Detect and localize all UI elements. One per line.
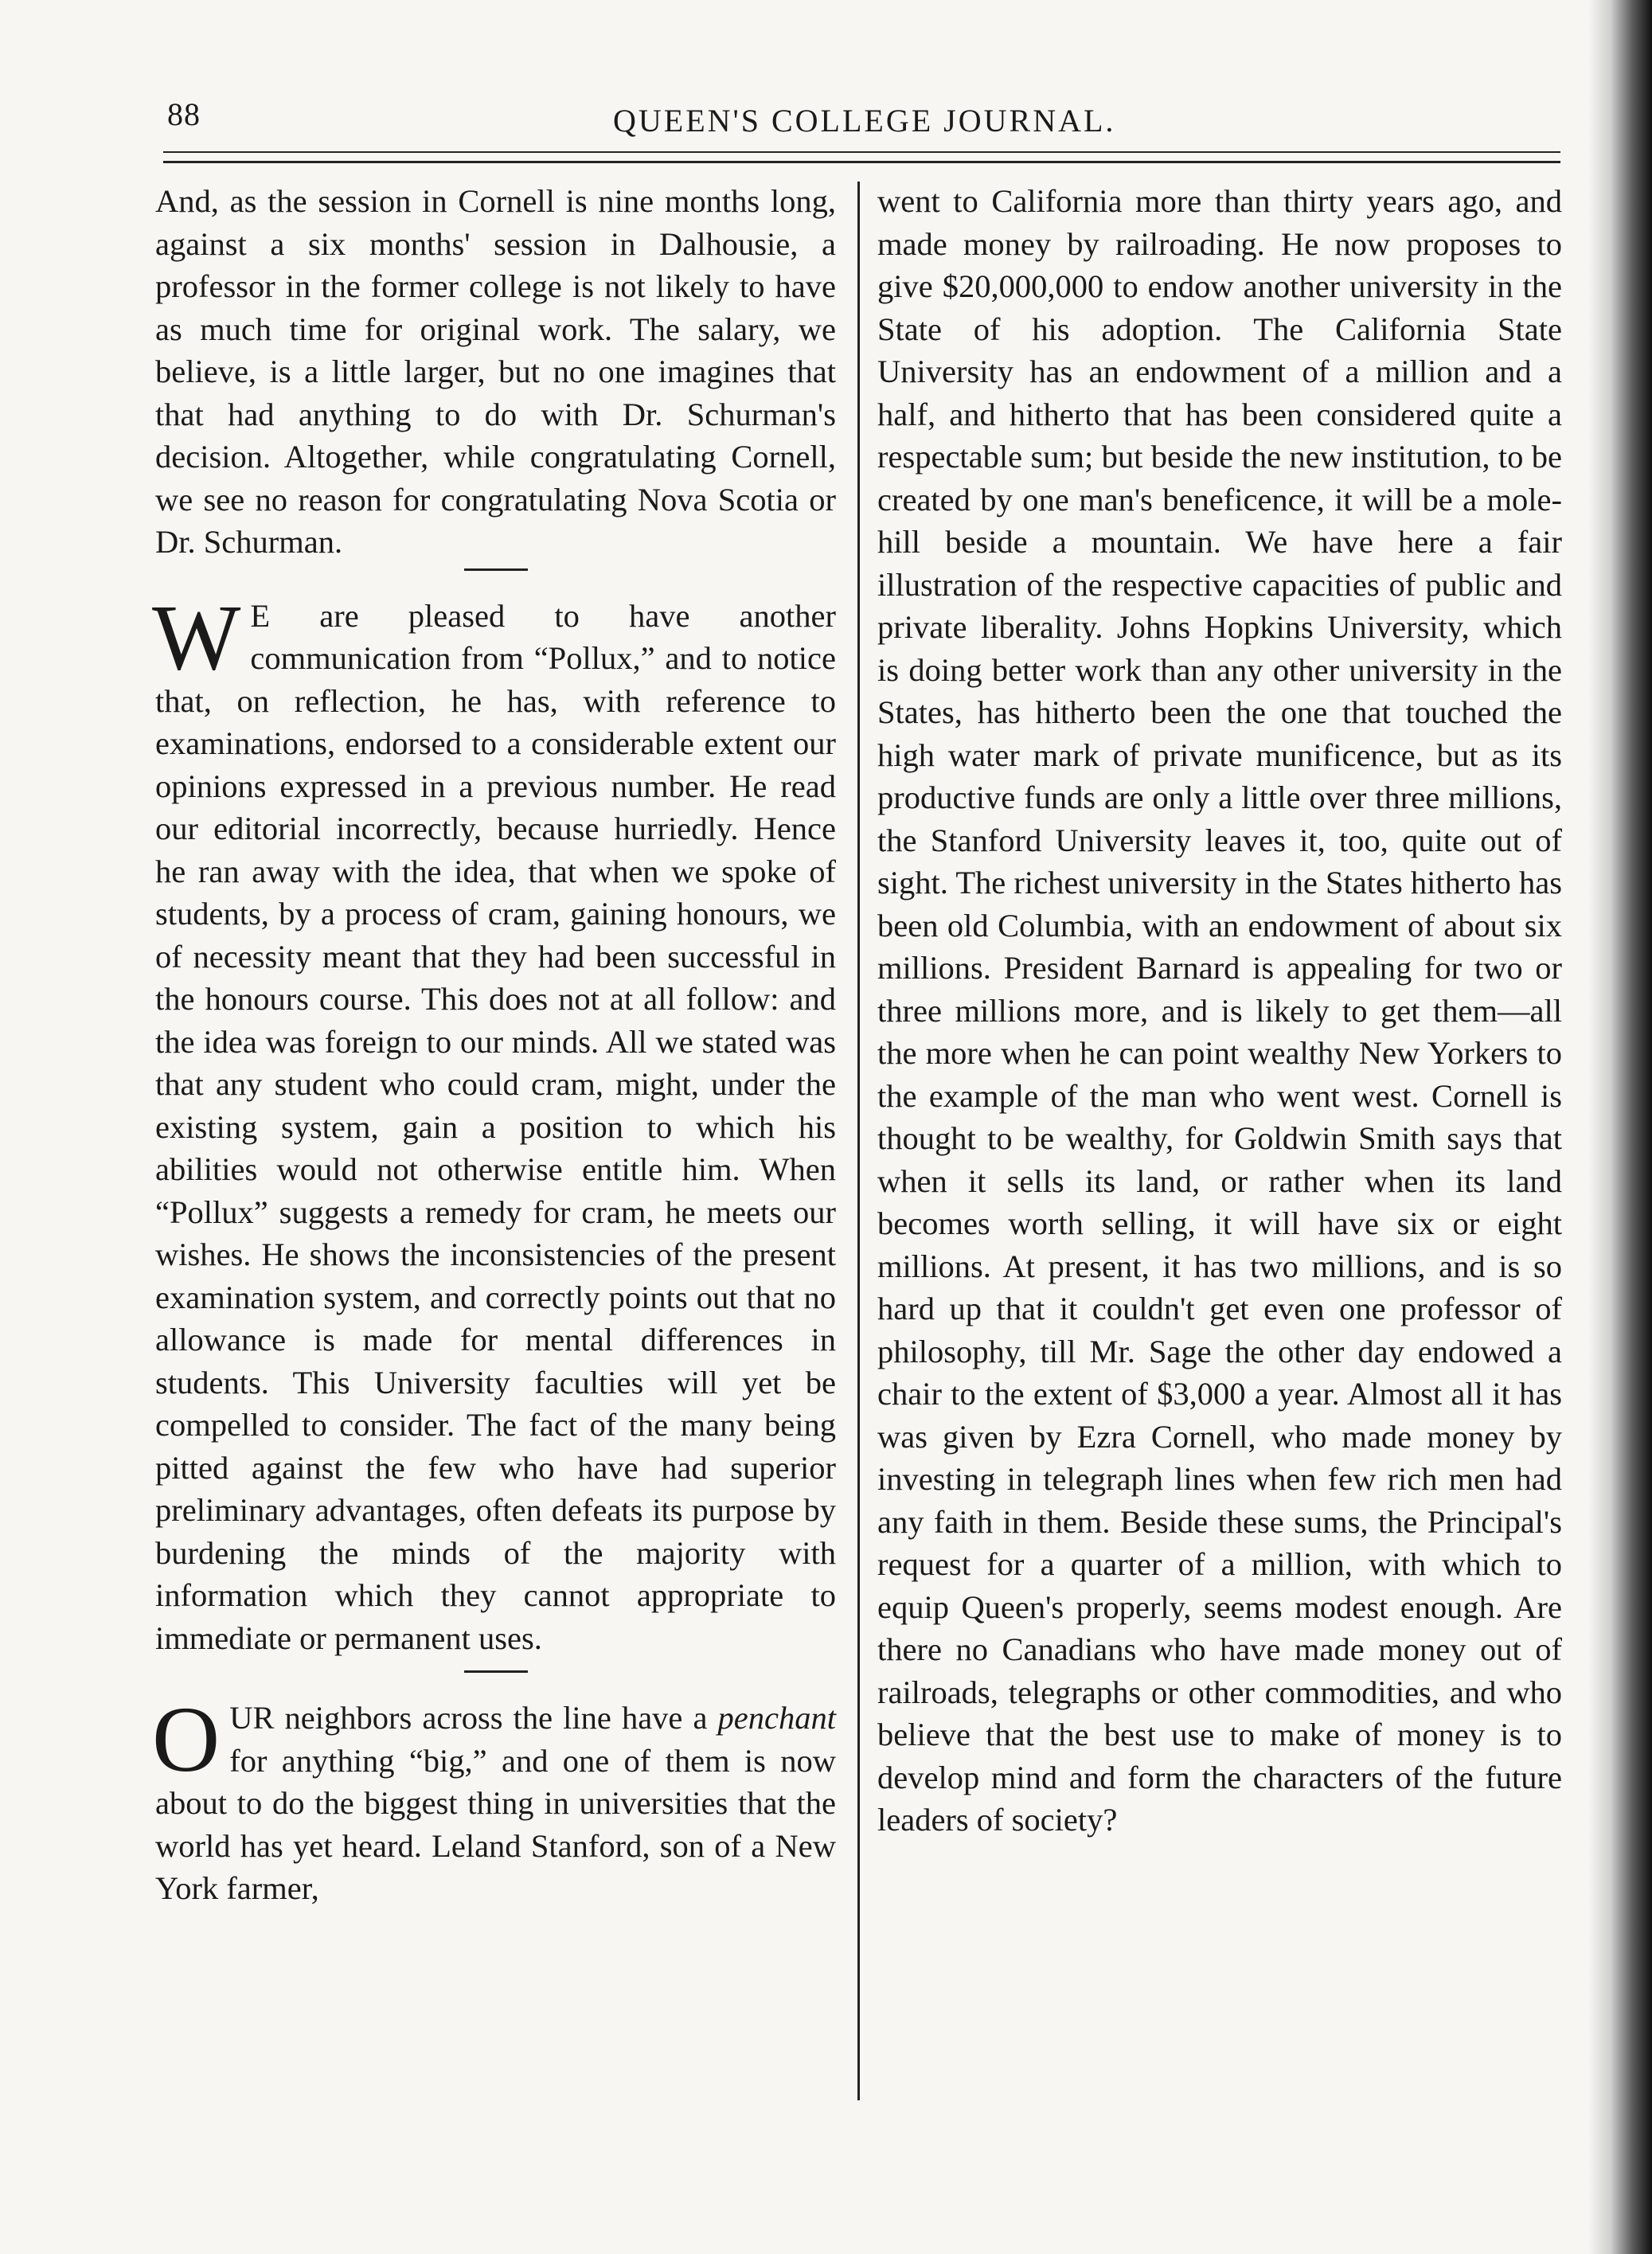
paragraph-neighbors xyxy=(152,1687,836,1910)
dropcap-o: O xyxy=(152,1687,221,1791)
dropcap-w: W xyxy=(152,584,241,689)
paragraph-neighbors-text-start: UR neighbors across the line have a xyxy=(229,1700,718,1736)
left-column xyxy=(152,180,836,1910)
paragraph-neighbors-text-end: for anything “big,” and one of them is now about to do the biggest thing in universities that the world has yet heard. Leland Stanford, son of a New York farmer, xyxy=(155,1742,836,1906)
column-divider xyxy=(857,182,860,2100)
header-rule-thin xyxy=(163,151,1560,153)
paragraph-pollux xyxy=(152,584,836,1660)
header-rule-thick xyxy=(163,161,1560,163)
section-divider xyxy=(464,568,528,571)
section-divider xyxy=(464,1670,528,1673)
running-head: QUEEN'S COLLEGE JOURNAL. xyxy=(613,103,1116,139)
binding-edge-shadow xyxy=(1588,0,1652,2254)
paragraph-stanford-endowment: went to California more than thirty years ago, and made money by railroading. He now proposes to give $20,000,000 to endow another university in the State of his adoption. The California State University has an endowment of a million and a half, and hitherto that has been considered quite a respectable sum; but beside the new institution, to be created by one man's beneficence, it will be a mole-hill beside a mountain. We have here a fair illustration of the respective capacities of public and private liberality. Johns Hopkins University, which is doing better work than any other university in the States, has hitherto been the one that touched the high water mark of private munificence, but as its productive funds are only a little over three millions, the Stanford University leaves it, too, quite out of sight. The richest university in the States hitherto has been old Columbia, with an endowment of about six millions. President Barnard is appealing for two or three millions more, and is likely to get them—all the more when he can point wealthy New Yorkers to the example of the man who went west. Cornell is thought to be wealthy, for Goldwin Smith says that when it sells its land, or rather when its land becomes worth selling, it will have six or eight millions. At present, it has two millions, and is so hard up that it couldn't get even one professor of philosophy, till Mr. Sage the other day endowed a chair to the extent of $3,000 a year. Almost all it has was given by Ezra Cornell, who made money by investing in telegraph lines when few rich men had any faith in them. Beside these sums, the Principal's request for a quarter of a million, with which to equip Queen's properly, seems modest enough. Are there no Canadians who have made money out of railroads, telegraphs or other commodities, and who believe that the best use to make of money is to develop mind and form the characters of the future leaders of society? xyxy=(877,183,1562,1838)
paragraph-pollux-text: E are pleased to have another communication from “Pollux,” and to notice that, on reflection, he has, with reference to examinations, endorsed to a considerable extent our opinions expressed in a previous number. He read our editorial incorrectly, because hurriedly. Hence he ran away with the idea, that when we spoke of students, by a process of cram, gaining honours, we of necessity meant that they had been successful in the honours course. This does not at all follow: and the idea was foreign to our minds. All we stated was that any student who could cram, might, under the existing system, gain a position to which his abilities would not otherwise entitle him. When “Pollux” suggests a remedy for cram, he meets our wishes. He shows the inconsistencies of the present examination system, and correctly points out that no allowance is made for mental differences in students. This University faculties will yet be compelled to consider. The fact of the many being pitted against the few who have had superior preliminary advantages, often defeats its purpose by burdening the minds of the majority with information which they cannot appropriate to immediate or permanent uses. xyxy=(155,597,836,1656)
page-number: 88 xyxy=(167,96,201,132)
right-column xyxy=(877,180,1562,1842)
paragraph-cornell-session: And, as the session in Cornell is nine months long, against a six months' session in Dalhousie, a professor in the former college is not likely to have as much time for original work. The salary, we believe, is a little larger, but no one imagines that that had anything to do with Dr. Schurman's decision. Altogether, while congratulating Cornell, we see no reason for congratulating Nova Scotia or Dr. Schurman. xyxy=(155,183,836,560)
emphasis-penchant: penchant xyxy=(717,1700,836,1736)
